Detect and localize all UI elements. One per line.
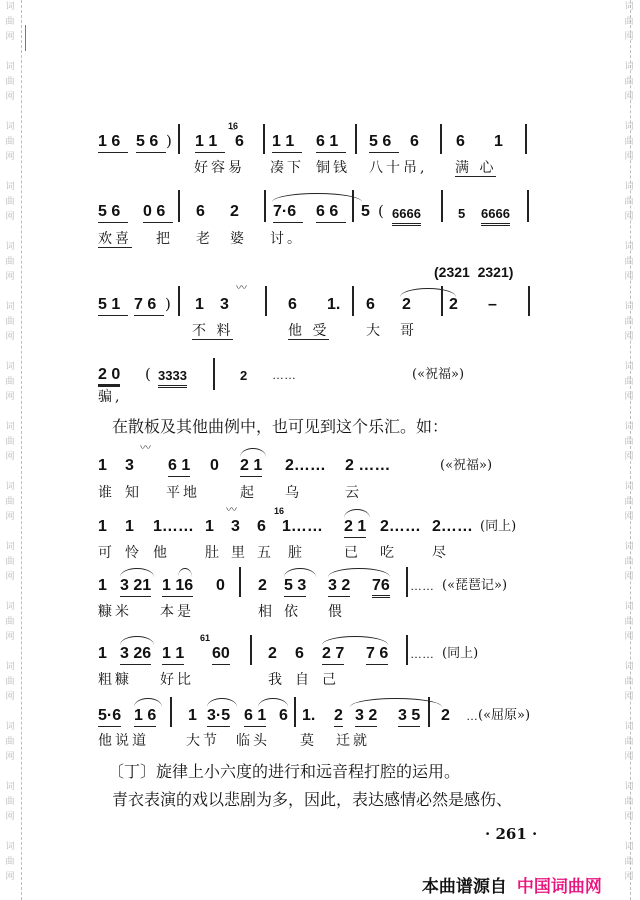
barline: [213, 358, 215, 390]
barline: [239, 567, 241, 597]
note-group: 5·6: [98, 707, 121, 727]
note: 6: [410, 133, 419, 150]
watermark-char: 词: [624, 422, 634, 432]
watermark-char: 词: [5, 482, 15, 492]
lyric: 好比: [160, 672, 194, 688]
lyric: 己: [322, 672, 339, 688]
note-group: 6666: [392, 205, 421, 226]
lyric: 粗糠: [98, 672, 132, 688]
watermark-char: 网: [624, 872, 634, 882]
note: 3: [125, 457, 134, 474]
lyric: 偎: [328, 604, 345, 620]
watermark-char: 曲: [5, 257, 15, 267]
slur: [120, 568, 154, 577]
watermark-char: 曲: [624, 257, 634, 267]
grace-note: 16: [274, 506, 285, 516]
slur: [328, 568, 390, 577]
watermark-char: 曲: [624, 137, 634, 147]
page-number: · 261 ·: [485, 825, 538, 843]
lyric: 凑下: [270, 160, 304, 176]
note-group: 0 6: [143, 203, 173, 223]
lyric: 本是: [160, 604, 194, 620]
watermark-char: 词: [5, 182, 15, 192]
watermark-char: 网: [5, 272, 15, 282]
note-group: 2 0: [98, 366, 120, 387]
note: 1: [98, 457, 107, 474]
note-group: 7·6: [273, 203, 303, 223]
watermark-char: 词: [5, 62, 15, 72]
note-group: 6666: [481, 205, 510, 226]
lyric: 他 受: [288, 323, 330, 339]
note-group: 2……: [432, 518, 473, 535]
barline: [352, 190, 354, 222]
barline: [178, 190, 180, 222]
watermark-char: 曲: [5, 17, 15, 27]
watermark-char: 网: [624, 332, 634, 342]
note-group: 7 6: [134, 296, 164, 316]
watermark-char: 网: [5, 512, 15, 522]
lyric: 他: [153, 545, 170, 561]
watermark-char: 词: [624, 182, 634, 192]
note-group: 6 6: [316, 203, 346, 223]
watermark-char: 网: [5, 212, 15, 222]
source-citation: («屈原»): [478, 708, 531, 723]
watermark-char: 曲: [624, 77, 634, 87]
slur: [344, 509, 370, 518]
body-paragraph: 青衣表演的戏以悲剧为多，因此，表达感情必然是感伤、: [112, 790, 513, 809]
slur: [322, 636, 388, 645]
watermark-char: 词: [624, 362, 634, 372]
watermark-char: 词: [5, 302, 15, 312]
note-group: 7 6: [366, 645, 388, 665]
lyric: 尽: [432, 545, 449, 561]
note-group: 2 7: [322, 645, 344, 665]
slur: [178, 568, 192, 577]
watermark-char: 曲: [5, 857, 15, 867]
watermark-char: 词: [624, 542, 634, 552]
lyric: 不 料: [192, 323, 234, 339]
watermark-char: 曲: [624, 797, 634, 807]
note: 6: [456, 133, 465, 150]
watermark-char: 词: [624, 782, 634, 792]
source-citation: («祝福»): [412, 367, 465, 382]
lyric: 大: [366, 323, 383, 339]
lyric: 讨。: [270, 231, 304, 247]
lyric: 好容易: [194, 160, 245, 176]
watermark-char: 曲: [624, 377, 634, 387]
barline: [441, 286, 443, 316]
lyric: 满 心: [455, 160, 497, 176]
watermark-char: 曲: [5, 737, 15, 747]
lyric: 起: [240, 485, 257, 501]
section-heading: 〔丁〕旋律上小六度的进行和远音程打腔的运用。: [108, 762, 461, 781]
note: 1: [98, 577, 107, 594]
barline: [263, 124, 265, 154]
trill-mark: 〰: [226, 503, 237, 516]
note-group: 1……: [282, 518, 323, 535]
lyric: 平地: [166, 485, 200, 501]
note: 6: [295, 645, 304, 662]
lyric: 五: [257, 545, 274, 561]
slur: [240, 448, 266, 457]
watermark-char: 曲: [624, 737, 634, 747]
close-paren: ): [166, 132, 172, 150]
watermark-char: 曲: [624, 497, 634, 507]
note: 2: [441, 707, 450, 724]
watermark-char: 词: [5, 662, 15, 672]
note: 1: [205, 518, 214, 535]
watermark-char: 词: [624, 62, 634, 72]
note: 1: [125, 518, 134, 535]
watermark-char: 网: [624, 512, 634, 522]
note: 2: [402, 296, 411, 313]
watermark-char: 曲: [5, 617, 15, 627]
open-paren: (: [145, 365, 151, 383]
watermark-char: 曲: [624, 197, 634, 207]
watermark-char: 词: [5, 242, 15, 252]
watermark-char: 网: [5, 92, 15, 102]
lyric: 相: [258, 604, 275, 620]
slur: [120, 636, 154, 645]
source-citation: (同上): [442, 646, 479, 661]
note: 3: [231, 518, 240, 535]
ellipsis: ……: [410, 579, 434, 593]
lyric: 大节: [186, 733, 220, 749]
watermark-char: 曲: [624, 857, 634, 867]
note: 6: [257, 518, 266, 535]
note-group: 6 1: [244, 707, 266, 727]
left-margin-guide: [21, 0, 22, 900]
lyric: 迁就: [336, 733, 370, 749]
lyric: 铜钱: [316, 160, 350, 176]
watermark-char: 曲: [624, 557, 634, 567]
watermark-char: 词: [5, 422, 15, 432]
slur: [284, 568, 316, 577]
watermark-char: 词: [5, 542, 15, 552]
note-group: 3 21: [120, 577, 151, 597]
watermark-char: 曲: [5, 197, 15, 207]
note-group: 3 2: [355, 707, 377, 727]
note-group: 1 1: [272, 133, 302, 153]
watermark-char: 词: [624, 242, 634, 252]
watermark-char: 词: [5, 782, 15, 792]
source-credit: [410, 852, 602, 897]
barline: [525, 124, 527, 154]
note-group: 5 6: [136, 133, 166, 153]
watermark-char: 词: [624, 122, 634, 132]
lyric: 依: [284, 604, 301, 620]
note-group: 1 16: [162, 577, 193, 597]
watermark-char: 词: [624, 302, 634, 312]
note: 6: [235, 133, 244, 150]
watermark-char: 词: [5, 842, 15, 852]
note: 6: [288, 296, 297, 313]
lyric: 老: [196, 231, 213, 247]
watermark-char: 网: [624, 92, 634, 102]
text-cursor: [25, 25, 26, 51]
barline: [406, 635, 408, 665]
watermark-char: 网: [5, 812, 15, 822]
note: 1: [98, 518, 107, 535]
barline: [178, 286, 180, 316]
ellipsis: ……: [410, 647, 434, 661]
note: 5: [458, 206, 466, 221]
watermark-char: 网: [5, 632, 15, 642]
slur: [258, 698, 288, 707]
lyric: 糠米: [98, 604, 132, 620]
watermark-char: 网: [5, 392, 15, 402]
close-paren: ): [165, 295, 171, 313]
note-group: 3 2: [328, 577, 350, 597]
credit-site-link[interactable]: 中国词曲网: [516, 877, 602, 897]
lyric: 怜: [125, 545, 142, 561]
watermark-char: 词: [5, 122, 15, 132]
note: 1: [494, 133, 503, 150]
watermark-char: 网: [624, 572, 634, 582]
lyric: 乌: [285, 485, 302, 501]
watermark-char: 网: [5, 692, 15, 702]
note-group: 2 ……: [345, 457, 391, 474]
watermark-char: 词: [5, 722, 15, 732]
left-watermark-column: [0, 0, 20, 900]
lyric: 肚: [205, 545, 222, 561]
watermark-char: 曲: [5, 77, 15, 87]
note-group: 2……: [380, 518, 421, 535]
barline: [250, 635, 252, 665]
lyric: 云: [345, 485, 362, 501]
note-group: 2: [334, 707, 343, 727]
lyric: 吃: [380, 545, 397, 561]
barline: [528, 286, 530, 316]
watermark-char: 词: [624, 482, 634, 492]
note: 2: [268, 645, 277, 662]
note-group: 1 6: [98, 133, 128, 153]
watermark-char: 网: [5, 872, 15, 882]
note-group: 3 5: [398, 707, 420, 727]
note-group: 1 1: [162, 645, 184, 665]
grace-note: 61: [200, 633, 211, 643]
watermark-char: 曲: [5, 437, 15, 447]
lyric: 脏: [288, 545, 305, 561]
credit-prefix: 本曲谱源自: [421, 877, 507, 897]
barline: [265, 286, 267, 316]
open-paren: (: [378, 202, 384, 220]
note: 6: [279, 707, 288, 724]
note-group: 5 6: [369, 133, 399, 153]
note: 5: [361, 203, 370, 220]
ellipsis: …: [466, 709, 478, 723]
lyric: 莫: [300, 733, 317, 749]
source-citation: («琵琶记»): [442, 578, 508, 593]
barline: [428, 697, 430, 727]
note: –: [488, 296, 497, 313]
note: 6: [196, 203, 205, 220]
watermark-char: 曲: [5, 557, 15, 567]
watermark-char: 网: [624, 272, 634, 282]
lyric: 可: [98, 545, 115, 561]
note: 2: [449, 296, 458, 313]
source-citation: (同上): [480, 519, 517, 534]
lyric: 他说道: [98, 733, 149, 749]
watermark-char: 曲: [624, 437, 634, 447]
note-group: 6 1: [168, 457, 190, 477]
barline: [352, 286, 354, 316]
note-group: 60: [212, 645, 230, 665]
note: 0: [210, 457, 219, 474]
watermark-char: 词: [624, 2, 634, 12]
watermark-char: 网: [624, 692, 634, 702]
watermark-char: 网: [5, 32, 15, 42]
watermark-char: 网: [624, 392, 634, 402]
watermark-char: 网: [624, 632, 634, 642]
watermark-char: 词: [5, 362, 15, 372]
note-group: 5 3: [284, 577, 306, 597]
note: 3: [220, 296, 229, 313]
barline: [294, 697, 296, 727]
watermark-char: 网: [624, 32, 634, 42]
watermark-char: 网: [5, 452, 15, 462]
note-group: 1 6: [134, 707, 156, 727]
trill-mark: 〰: [236, 281, 247, 294]
note-group: 2……: [285, 457, 326, 474]
note: 2: [240, 368, 248, 383]
watermark-char: 词: [624, 662, 634, 672]
barline: [527, 190, 529, 222]
watermark-char: 曲: [624, 317, 634, 327]
watermark-char: 曲: [5, 317, 15, 327]
watermark-char: 网: [5, 332, 15, 342]
lyric: 里: [231, 545, 248, 561]
note: 1.: [302, 707, 316, 724]
note: 1……: [153, 518, 194, 535]
source-citation: («祝福»): [440, 458, 493, 473]
lyric: 谁: [98, 485, 115, 501]
note-group: 2 1: [344, 518, 366, 538]
lyric: 哥: [400, 323, 417, 339]
ellipsis: ……: [272, 368, 296, 382]
barline: [440, 124, 442, 154]
note-group: 76: [372, 577, 390, 598]
note: 1.: [327, 296, 341, 313]
barline: [406, 567, 408, 597]
grace-note: 1̲6: [228, 121, 239, 131]
lyric: 八十吊,: [369, 160, 428, 176]
watermark-char: 曲: [5, 137, 15, 147]
note: 0: [216, 577, 225, 594]
slur: [207, 698, 237, 707]
watermark-char: 网: [624, 812, 634, 822]
note: 1: [98, 645, 107, 662]
note: 1: [188, 707, 197, 724]
lyric: 已: [344, 545, 361, 561]
note-group: 3333: [158, 367, 187, 388]
watermark-char: 词: [624, 842, 634, 852]
watermark-char: 网: [624, 752, 634, 762]
watermark-char: 网: [5, 152, 15, 162]
lyric: 自: [295, 672, 312, 688]
watermark-char: 词: [624, 602, 634, 612]
watermark-char: 曲: [5, 797, 15, 807]
note-group: 5 6: [98, 203, 128, 223]
lyric: 婆: [230, 231, 247, 247]
watermark-char: 曲: [624, 677, 634, 687]
barline: [355, 124, 357, 154]
barline: [178, 124, 180, 154]
note: 2: [230, 203, 239, 220]
lyric: 我: [268, 672, 285, 688]
body-paragraph: 在散板及其他曲例中，也可见到这个乐汇。如：: [112, 417, 449, 436]
watermark-char: 词: [5, 2, 15, 12]
watermark-char: 词: [624, 722, 634, 732]
barline: [170, 697, 172, 727]
watermark-char: 曲: [5, 677, 15, 687]
note-group: 5 1: [98, 296, 128, 316]
lyric: 欢喜: [98, 231, 132, 247]
lyric: 知: [125, 485, 142, 501]
watermark-char: 曲: [624, 617, 634, 627]
watermark-char: 曲: [624, 17, 634, 27]
slur: [272, 193, 362, 202]
watermark-char: 网: [5, 572, 15, 582]
barline: [441, 190, 443, 222]
watermark-char: 词: [5, 602, 15, 612]
lyric: 把: [156, 231, 173, 247]
watermark-char: 网: [5, 752, 15, 762]
note-group: 3·5: [207, 707, 230, 727]
watermark-char: 曲: [5, 497, 15, 507]
note-group: 3 26: [120, 645, 151, 665]
lyric: 临头: [236, 733, 270, 749]
right-watermark-column: [620, 0, 640, 900]
trill-mark: 〰: [140, 441, 151, 454]
note-group: 2 1: [240, 457, 262, 477]
slur: [134, 698, 162, 707]
lyric: 骗,: [98, 389, 123, 405]
watermark-char: 网: [624, 452, 634, 462]
note: 1: [195, 296, 204, 313]
note: 2: [258, 577, 267, 594]
note: 6: [366, 296, 375, 313]
watermark-char: 网: [624, 212, 634, 222]
barline: [264, 190, 266, 222]
note-group: 1 1: [195, 133, 225, 153]
note-group: 6 1: [316, 133, 346, 153]
interlude-phrase: (2321 2321): [434, 264, 514, 280]
watermark-char: 网: [624, 152, 634, 162]
watermark-char: 曲: [5, 377, 15, 387]
